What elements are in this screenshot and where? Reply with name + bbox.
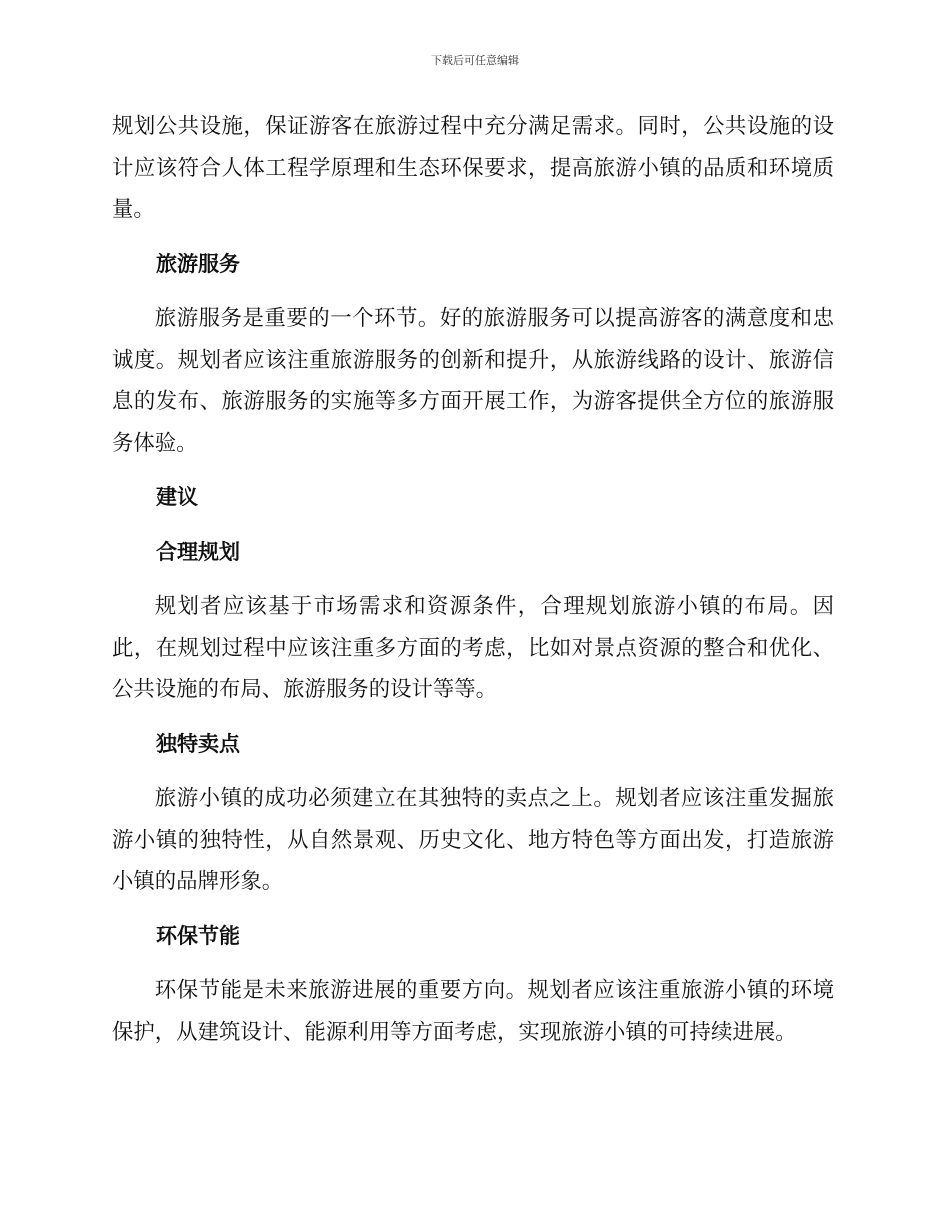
section-heading-rational-planning: 合理规划: [156, 539, 240, 564]
document-body: [112, 106, 834, 1053]
section-heading-eco-energy: 环保节能: [156, 923, 240, 948]
section-paragraph-rational-planning: 规划者应该基于市场需求和资源条件，合理规划旅游小镇的布局。因此，在规划过程中应该注重多方面的考虑，比如对景点资源的整合和优化、公共设施的布局、旅游服务的设计等等。: [112, 594, 834, 702]
section-paragraph-tourism-service: 旅游服务是重要的一个环节。好的旅游服务可以提高游客的满意度和忠诚度。规划者应该注重旅游服务的创新和提升，从旅游线路的设计、旅游信息的发布、旅游服务的实施等多方面开展工作，为游客提供全方位的旅游服务体验。: [112, 306, 834, 456]
section-paragraph-eco-energy: 环保节能是未来旅游进展的重要方向。规划者应该注重旅游小镇的环境保护，从建筑设计、能源利用等方面考虑，实现旅游小镇的可持续进展。: [112, 978, 834, 1045]
section-paragraph-unique-selling-point: 旅游小镇的成功必须建立在其独特的卖点之上。规划者应该注重发掘旅游小镇的独特性，从自然景观、历史文化、地方特色等方面出发，打造旅游小镇的品牌形象。: [112, 786, 834, 894]
section-heading-tourism-service: 旅游服务: [156, 251, 240, 276]
intro-paragraph: 规划公共设施，保证游客在旅游过程中充分满足需求。同时，公共设施的设计应该符合人体工程学原理和生态环保要求，提高旅游小镇的品质和环境质量。: [112, 114, 834, 222]
section-heading-suggestions: 建议: [156, 485, 198, 509]
section-heading-unique-selling-point: 独特卖点: [156, 731, 240, 756]
page-header-note: 下载后可任意编辑: [431, 54, 519, 67]
